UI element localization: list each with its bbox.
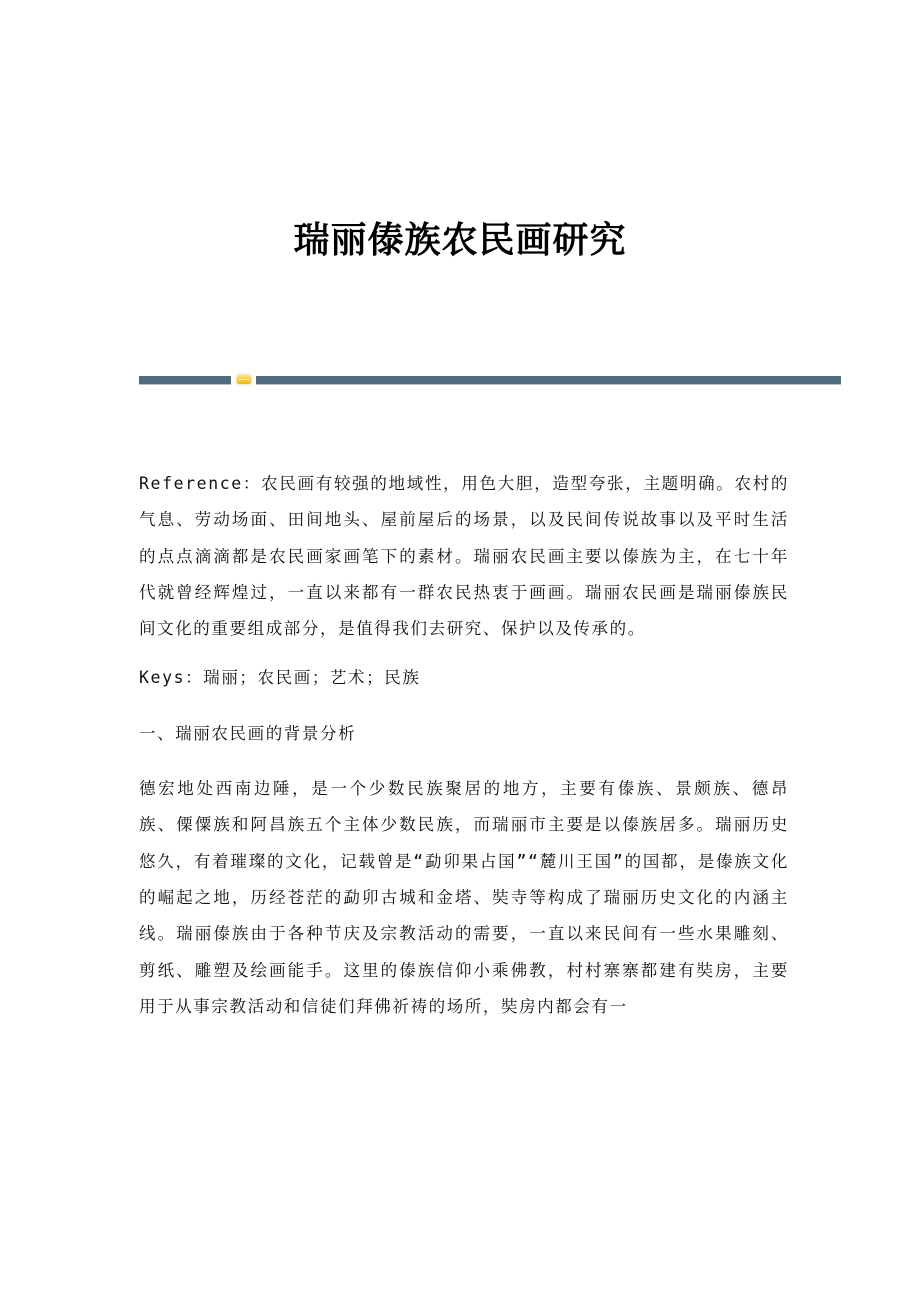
divider-bar-right [256,376,841,385]
keywords-line: Keys：瑞丽；农民画；艺术；民族 [139,668,421,688]
section-paragraph: 德宏地处西南边陲，是一个少数民族聚居的地方，主要有傣族、景颇族、德昂族、傈僳族和阿昌族五个主体少数民族，而瑞丽市主要是以傣族居多。瑞丽历史悠久，有着璀璨的文化，记载曾是“勐卯果占国”“麓川王国”的国都，是傣族文化的崛起之地，历经苍茫的勐卯古城和金塔、奘寺等构成了瑞丽历史文化的内涵主线。瑞丽傣族由于各种节庆及宗教活动的需要，一直以来民间有一些水果雕刻、剪纸、雕塑及绘画能手。这里的傣族信仰小乘佛教，村村寨寨都建有奘房，主要用于从事宗教活动和信徒们拜佛祈祷的场所，奘房内都会有一 [139,779,789,1016]
divider-badge-icon [237,375,251,384]
section-heading: 一、瑞丽农民画的背景分析 [139,723,357,743]
title-divider [139,375,841,385]
divider-bar-left [139,376,231,385]
abstract-paragraph: Reference：农民画有较强的地域性，用色大胆，造型夸张，主题明确。农村的气息、劳动场面、田间地头、屋前屋后的场景，以及民间传说故事以及平时生活的点点滴滴都是农民画家画笔下的素材。瑞丽农民画主要以傣族为主，在七十年代就曾经辉煌过，一直以来都有一群农民热衷于画画。瑞丽农民画是瑞丽傣族民间文化的重要组成部分，是值得我们去研究、保护以及传承的。 [139,474,789,639]
document-body [139,466,789,1038]
document-title: 瑞丽傣族农民画研究 [293,219,627,261]
